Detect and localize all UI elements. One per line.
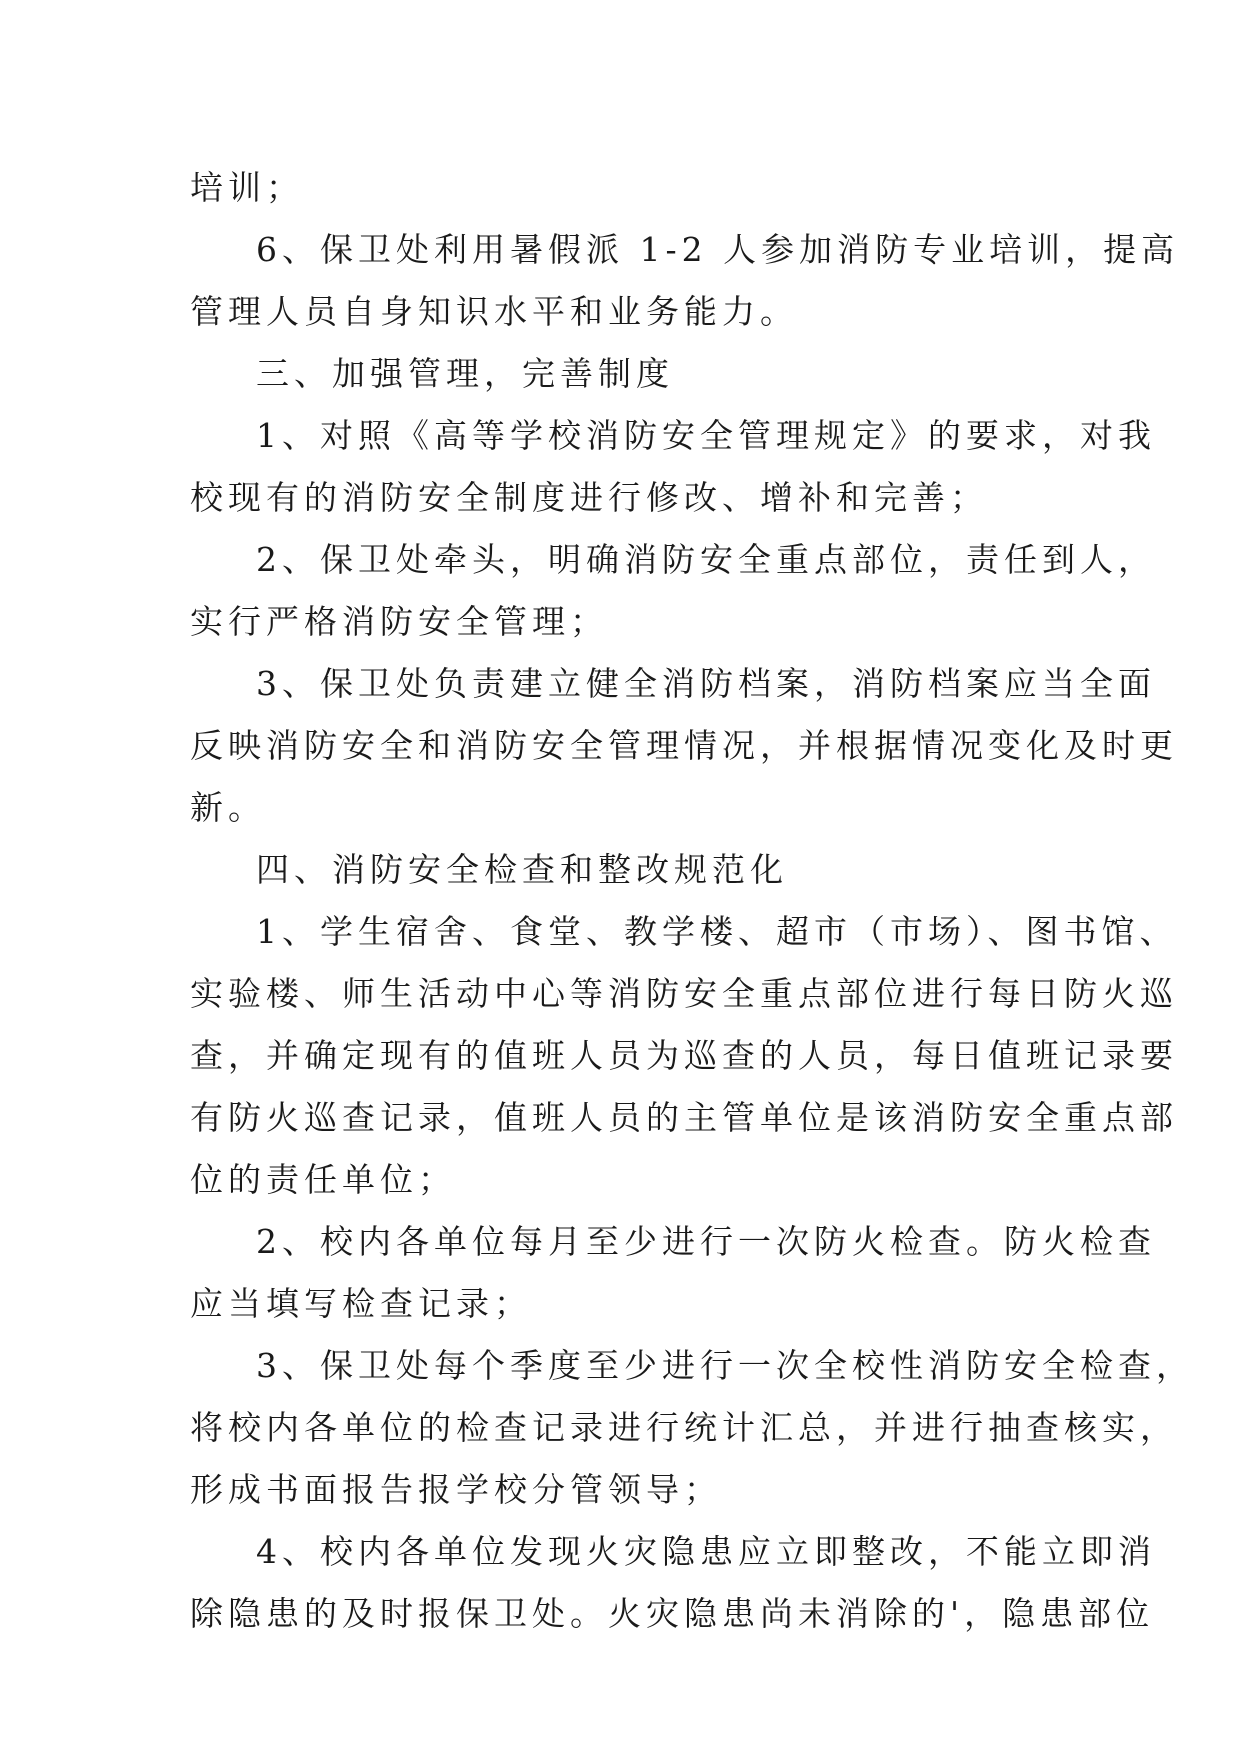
section-heading: 三、加强管理，完善制度 bbox=[256, 354, 674, 393]
text-line: 2、保卫处牵头，明确消防安全重点部位，责任到人， bbox=[256, 540, 1156, 579]
text-line: 应当填写检查记录； bbox=[190, 1284, 532, 1323]
text-line: 实行严格消防安全管理； bbox=[190, 602, 608, 641]
text-line: 1、对照《高等学校消防安全管理规定》的要求，对我 bbox=[256, 416, 1156, 455]
text-line: 校现有的消防安全制度进行修改、增补和完善； bbox=[190, 478, 988, 517]
text-line: 查，并确定现有的值班人员为巡查的人员，每日值班记录要 bbox=[190, 1036, 1178, 1075]
text-line: 4、校内各单位发现火灾隐患应立即整改，不能立即消 bbox=[256, 1532, 1156, 1571]
text-line: 有防火巡查记录，值班人员的主管单位是该消防安全重点部 bbox=[190, 1098, 1178, 1137]
text-line: 3、保卫处每个季度至少进行一次全校性消防安全检查， bbox=[256, 1346, 1194, 1385]
text-line: 形成书面报告报学校分管领导； bbox=[190, 1470, 722, 1509]
text-line: 将校内各单位的检查记录进行统计汇总，并进行抽查核实， bbox=[190, 1408, 1178, 1447]
document-body bbox=[190, 157, 1194, 1645]
section-heading: 四、消防安全检查和整改规范化 bbox=[256, 850, 788, 889]
text-line: 3、保卫处负责建立健全消防档案，消防档案应当全面 bbox=[256, 664, 1156, 703]
text-line: 1、学生宿舍、食堂、教学楼、超市（市场）、图书馆、 bbox=[256, 912, 1178, 951]
text-line: 实验楼、师生活动中心等消防安全重点部位进行每日防火巡 bbox=[190, 974, 1178, 1013]
text-line: 除隐患的及时报保卫处。火灾隐患尚未消除的'，隐患部位 bbox=[190, 1594, 1155, 1633]
text-line: 培训； bbox=[190, 168, 304, 207]
text-line: 2、校内各单位每月至少进行一次防火检查。防火检查 bbox=[256, 1222, 1156, 1261]
text-line: 新。 bbox=[190, 788, 266, 827]
text-line: 位的责任单位； bbox=[190, 1160, 456, 1199]
text-line: 反映消防安全和消防安全管理情况，并根据情况变化及时更 bbox=[190, 726, 1178, 765]
text-line: 管理人员自身知识水平和业务能力。 bbox=[190, 292, 798, 331]
text-line: 6、保卫处利用暑假派 1-2 人参加消防专业培训，提高 bbox=[256, 230, 1180, 269]
